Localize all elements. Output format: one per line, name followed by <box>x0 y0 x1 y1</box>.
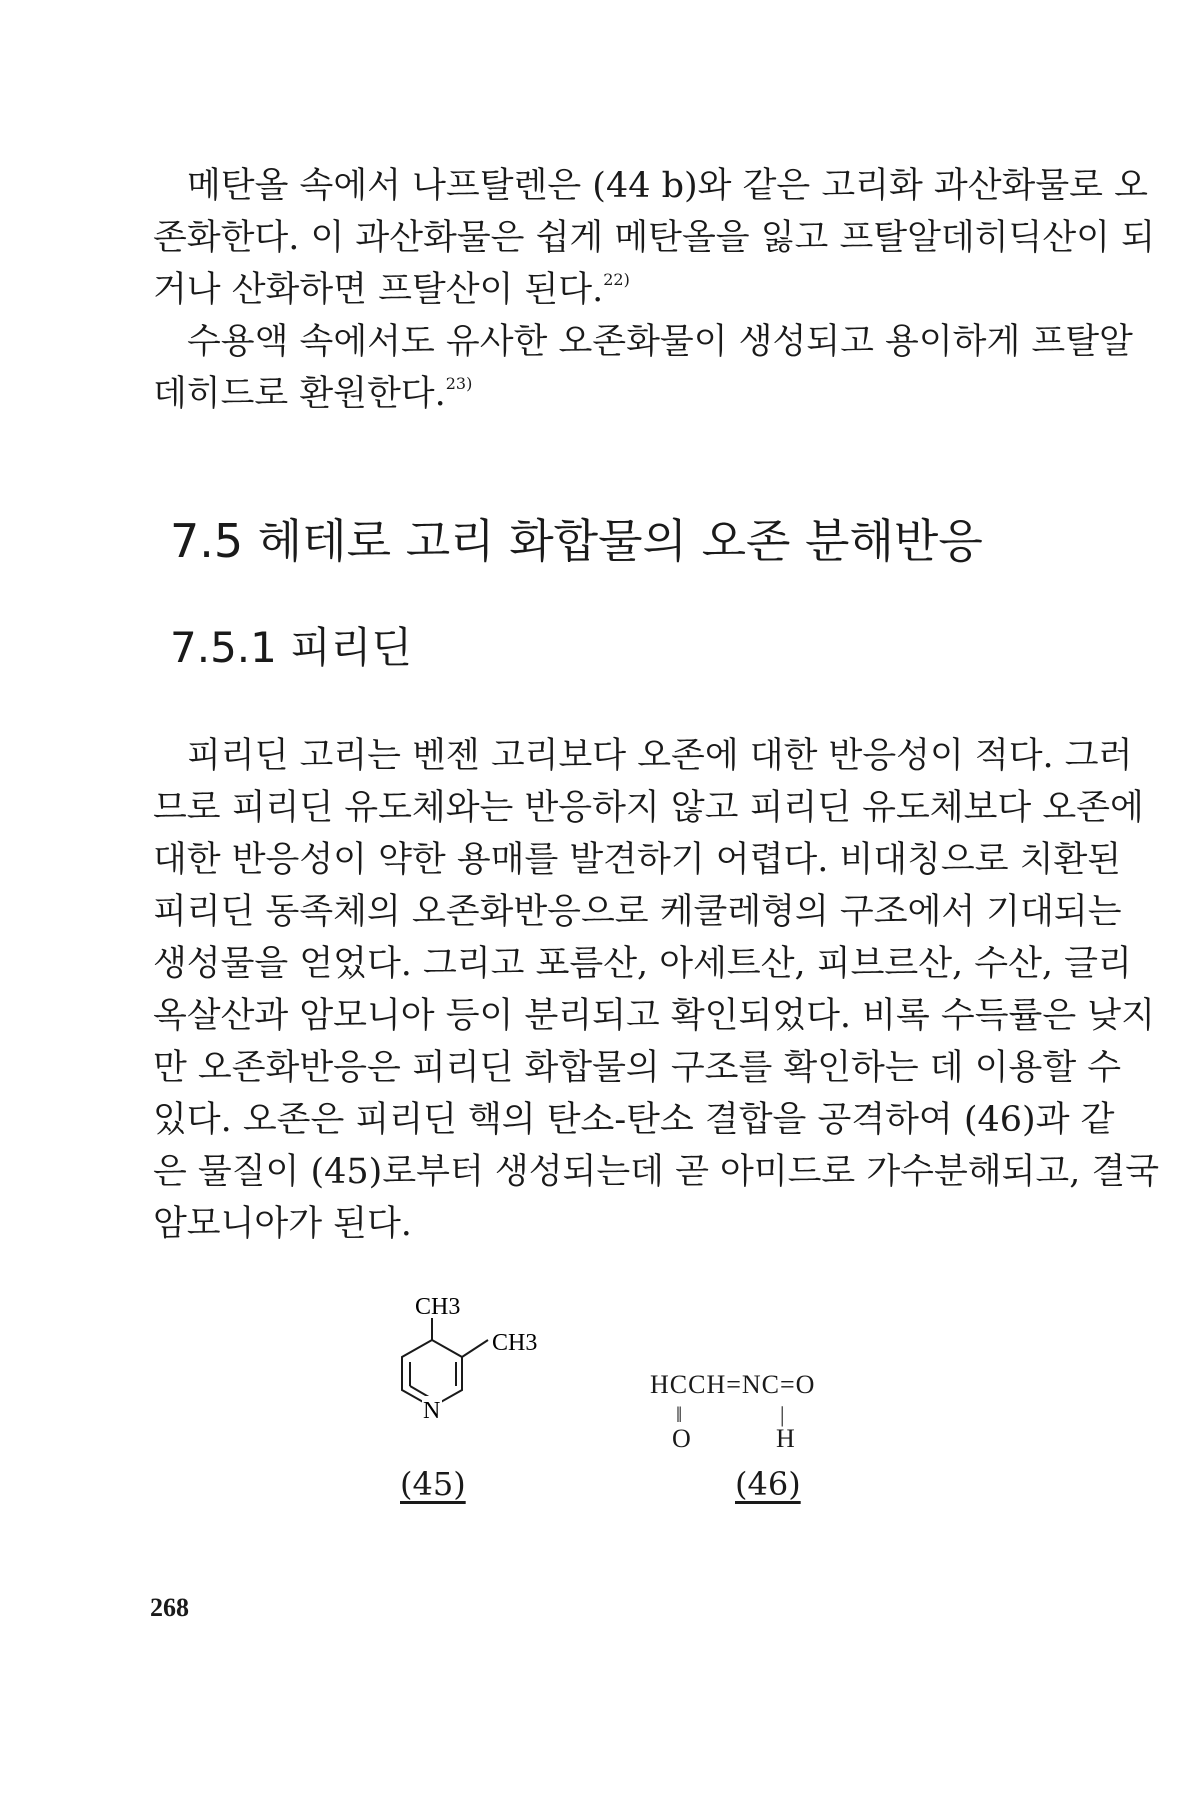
formula-main: HCCH=NC=O <box>650 1370 816 1399</box>
text-line: 피리딘 동족체의 오존화반응으로 케쿨레형의 구조에서 기대되는 <box>153 892 1122 932</box>
oxygen-label: O <box>672 1424 691 1453</box>
intro-text <box>153 160 1155 420</box>
footnote-ref: 23) <box>445 374 473 393</box>
text-line: 은 물질이 (45)로부터 생성되는데 곧 아미드로 가수분해되고, 결국 <box>153 1152 1160 1192</box>
text-line: 메탄올 속에서 나프탈렌은 (44 b)와 같은 고리화 과산화물로 오 <box>187 166 1148 206</box>
text-line: 옥살산과 암모니아 등이 분리되고 확인되었다. 비록 수득률은 낮지 <box>153 996 1155 1036</box>
text-line-with-note <box>119 368 1053 420</box>
page-number: 268 <box>150 1593 189 1622</box>
nitrogen-label: N <box>423 1398 441 1424</box>
compound-45-label: (45) <box>400 1465 466 1503</box>
body-text <box>153 730 1160 1250</box>
ch3-side-label: CH3 <box>492 1330 538 1356</box>
footnote-ref: 22) <box>603 270 630 289</box>
compound-46-label: (46) <box>735 1465 801 1503</box>
section-heading: 7.5 헤테로 고리 화합물의 오존 분해반응 <box>170 514 983 568</box>
single-bond-mark: | <box>780 1402 785 1427</box>
text-line: 존화한다. 이 과산화물은 쉽게 메탄올을 잃고 프탈알데히딕산이 되 <box>153 218 1155 258</box>
text-line: 만 오존화반응은 피리딘 화합물의 구조를 확인하는 데 이용할 수 <box>153 1048 1122 1088</box>
subsection-heading: 7.5.1 피리딘 <box>170 623 412 672</box>
text-line: 암모니아가 된다. <box>153 1204 412 1244</box>
compound-46-structure <box>650 1370 815 1452</box>
text-fragment: 데히드로 환원한다. <box>153 374 446 414</box>
text-fragment: 거나 산화하면 프탈산이 된다. <box>153 270 604 310</box>
double-bond-mark: ‖ <box>676 1402 683 1427</box>
text-line: 수용액 속에서도 유사한 오존화물이 생성되고 용이하게 프탈알 <box>187 322 1133 362</box>
hydrogen-label: H <box>776 1424 795 1453</box>
text-line: 있다. 오존은 피리딘 핵의 탄소-탄소 결합을 공격하여 (46)과 같 <box>153 1100 1115 1140</box>
ch3-top-label: CH3 <box>415 1294 461 1320</box>
compound-45-structure <box>360 1290 620 1430</box>
text-line: 므로 피리딘 유도체와는 반응하지 않고 피리딘 유도체보다 오존에 <box>153 788 1144 828</box>
chemical-structures-figure <box>360 1290 940 1510</box>
text-line: 대한 반응성이 약한 용매를 발견하기 어렵다. 비대칭으로 치환된 <box>153 840 1122 880</box>
text-line: 생성물을 얻었다. 그리고 포름산, 아세트산, 피브르산, 수산, 글리 <box>153 944 1132 984</box>
text-line: 피리딘 고리는 벤젠 고리보다 오존에 대한 반응성이 적다. 그러 <box>187 736 1133 776</box>
text-line-with-note <box>119 264 1053 316</box>
